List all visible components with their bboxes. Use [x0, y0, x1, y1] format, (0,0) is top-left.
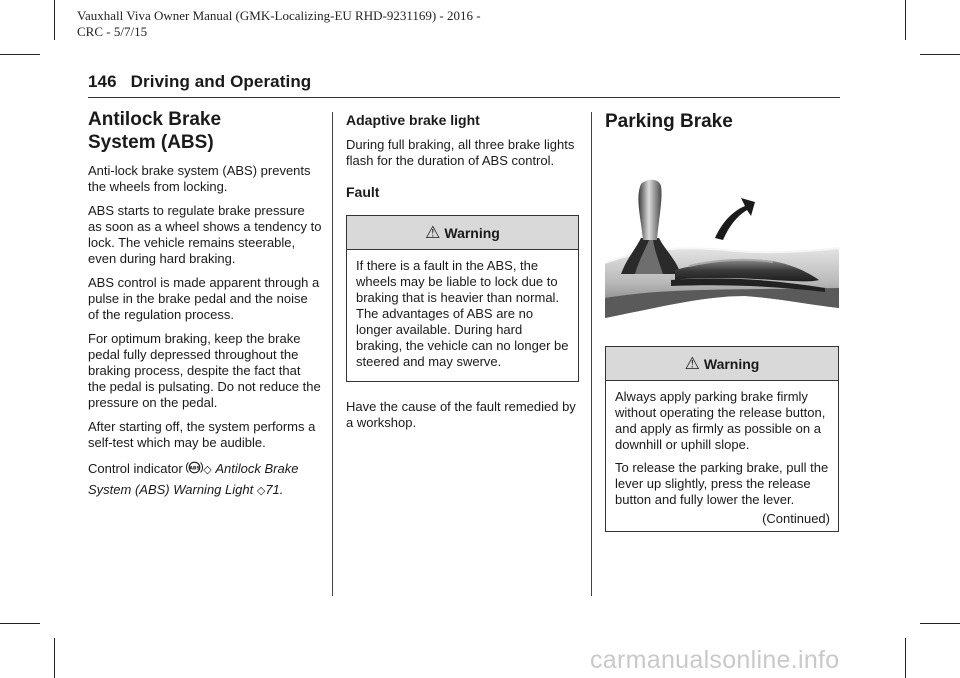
- warning-body: [606, 381, 838, 531]
- crop-mark: [905, 0, 906, 40]
- warning-text-apply: Always apply parking brake firmly without operating the release button, and apply as firmly as possible on a downhill or uphill slope.: [615, 389, 826, 452]
- cross-reference-icon: ◇: [256, 484, 266, 497]
- abs-paragraph: ABS starts to regulate brake pressure as soon as a wheel shows a tendency to lock. The vehicle remains steerable, even during hard braking.: [88, 203, 322, 266]
- column-abs: [88, 108, 322, 509]
- column-divider: [332, 112, 333, 596]
- crop-mark: [0, 623, 40, 624]
- parking-brake-warning-box: [605, 346, 839, 532]
- abs-icon-text: ABS: [189, 466, 200, 472]
- xref-suffix: .: [279, 482, 284, 497]
- control-indicator-label: Control indicator: [88, 461, 183, 476]
- warning-body: [347, 250, 578, 381]
- section-title: Driving and Operating: [130, 72, 312, 91]
- warning-text: If there is a fault in the ABS, the wheels may be liable to lock due to braking that is heavier than normal. The advantages of ABS are no longer available. During hard braking, the vehicle can no longer be steered and may swerve.: [356, 258, 569, 369]
- abs-paragraph: For optimum braking, keep the brake pedal fully depressed throughout the braking process, despite the fact that the pedal is pulsating. Do not reduce the pressure on the pedal.: [88, 331, 321, 410]
- adaptive-brake-light-heading: Adaptive brake light: [346, 112, 480, 128]
- abs-title: [88, 108, 322, 154]
- crop-mark: [54, 638, 55, 678]
- abs-warning-light-link[interactable]: Antilock Brake System (ABS) Warning Light: [88, 461, 299, 497]
- warning-header: [606, 347, 838, 381]
- abs-paragraph: Anti-lock brake system (ABS) prevents the wheels from locking.: [88, 163, 311, 194]
- column-adaptive-fault: [346, 108, 579, 439]
- parking-brake-illustration: [605, 178, 839, 328]
- column-divider: [591, 112, 592, 596]
- header-rule: [88, 97, 840, 98]
- warning-icon: ⚠: [425, 222, 441, 243]
- crop-mark: [0, 54, 40, 55]
- warning-label: Warning: [444, 224, 500, 241]
- warning-text-release: To release the parking brake, pull the lever up slightly, press the release button and fully lower the lever.: [615, 460, 829, 507]
- continued-label: (Continued): [762, 511, 830, 526]
- fault-heading: Fault: [346, 184, 380, 200]
- crop-mark: [54, 0, 55, 40]
- meta-line-1: Vauxhall Viva Owner Manual (GMK-Localizing-EU RHD-9231169) - 2016 -: [77, 8, 481, 23]
- crop-mark: [905, 638, 906, 678]
- abs-warning-icon: [186, 460, 203, 475]
- column-parking-brake: [605, 108, 839, 532]
- fault-warning-box: [346, 215, 579, 382]
- fault-remedy-text: Have the cause of the fault remedied by a workshop.: [346, 399, 576, 430]
- crop-mark: [920, 54, 960, 55]
- warning-icon: ⚠: [684, 353, 700, 374]
- abs-title-line-2: System (ABS): [88, 132, 214, 153]
- control-indicator-paragraph: [88, 459, 322, 501]
- page-header: [88, 72, 311, 92]
- warning-header: [347, 216, 578, 250]
- cross-reference-icon: ◇: [203, 463, 212, 476]
- parking-brake-title: Parking Brake: [605, 111, 733, 132]
- warning-label: Warning: [703, 355, 760, 372]
- adaptive-brake-light-text: During full braking, all three brake lights flash for the duration of ABS control.: [346, 137, 575, 168]
- page-number: 146: [88, 72, 117, 91]
- xref-page-number[interactable]: 71: [265, 482, 280, 497]
- crop-mark: [920, 623, 960, 624]
- watermark: carmanualsonline.info: [590, 646, 840, 674]
- abs-title-line-1: Antilock Brake: [88, 109, 222, 130]
- document-meta: [77, 8, 481, 40]
- abs-paragraph: ABS control is made apparent through a pulse in the brake pedal and the noise of the regulation process.: [88, 275, 320, 322]
- abs-paragraph: After starting off, the system performs a self-test which may be audible.: [88, 419, 316, 450]
- meta-line-2: CRC - 5/7/15: [77, 24, 148, 39]
